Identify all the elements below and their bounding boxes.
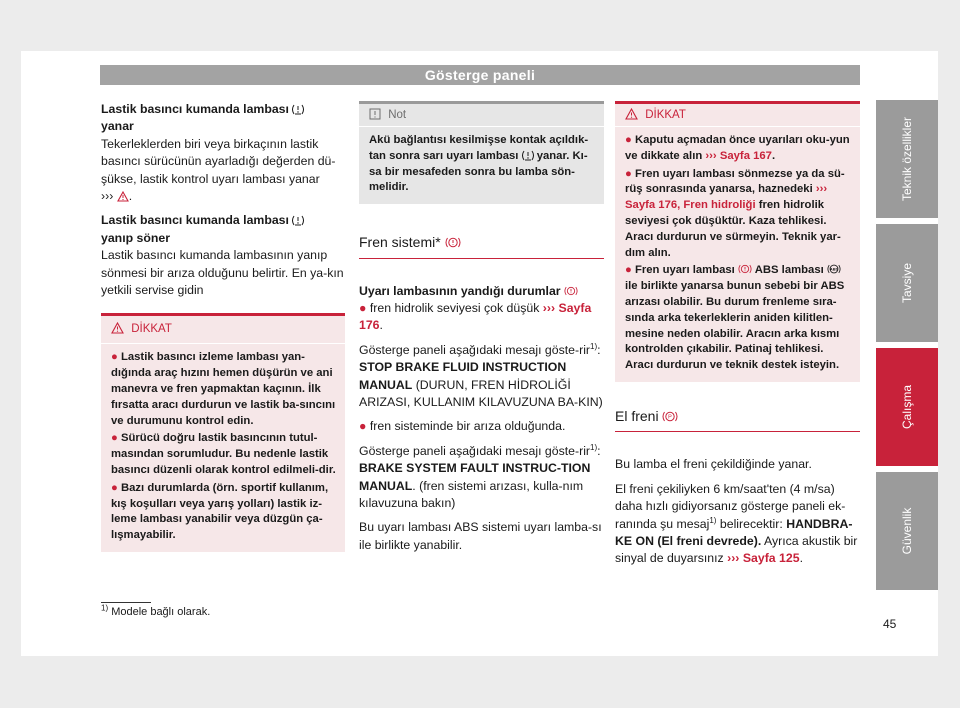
warning-triangle-icon [117, 191, 129, 202]
punct: . [379, 318, 383, 333]
brake-warning-icon [564, 285, 578, 297]
punct: : [597, 342, 601, 357]
page-link[interactable]: Sayfa 125 [742, 551, 800, 566]
section-title-text: El freni [615, 407, 659, 424]
paragraph-text: El freni çekiliyken 6 km/saat'ten (4 m/sa) daha hızlı gidiyorsanız gösterge paneli ek-ranında şu mesaj [615, 481, 846, 531]
paragraph [359, 342, 604, 412]
warning-header [615, 104, 860, 127]
warning-item: ● Lastik basıncı izleme lambası yan-dığında araç hızını hemen düşürün ve ani manevra ve fren yapmaktan kaçının. İlk fırsatta aracı durdurun ve lastik ba-sıncını ve durumunu kontrol edin. [111, 351, 336, 427]
warning-title: DİKKAT [131, 323, 172, 336]
bullet-item: ● fren sisteminde bir arıza olduğunda. [359, 419, 566, 434]
paragraph [359, 443, 604, 513]
ref-arrow: ››› [727, 551, 740, 566]
warning-item: ● Kaputu açmadan önce uyarıları oku-yun ve dikkate alın ››› Sayfa 167. [625, 134, 850, 162]
sub-heading [359, 283, 604, 300]
paragraph: Bu lamba el freni çekildiğinde yanar. [615, 457, 812, 472]
footnote [101, 603, 211, 618]
column-1 [101, 101, 345, 552]
page-link[interactable]: Sayfa 176, Fren hidroliği [625, 199, 756, 212]
message-text: STOP BRAKE FLUID INSTRUCTION MANUAL [359, 360, 567, 392]
warning-item: ● Fren uyarı lambası sönmezse ya da sü-rüş sonrasında yanarsa, haznedeki ››› Sayfa 176, Fren hidroliği fren hidrolik seviyesi çok düşüktür. Kaza tehlikesi. Aracı durdurun ve sürmeyin. Teknik yar-dım alın. [625, 167, 845, 259]
warning-item-text: ile birlikte yanarsa bunun sebebi bir ABS arızası olabilir. Bu durum frenleme sıra-sında arka tekerleklerin aniden kilitlen-mesine neden olabilir. Aracın arka kısmı kontrolden çıkabilir. Patinaj tehlikesi. Aracı durdurun ve teknik destek isteyin. [625, 280, 845, 372]
brake-warning-icon [445, 236, 461, 249]
paragraph-text: . (fren sistemi arızası, kulla-nım kılavuzuna bakın) [359, 478, 584, 511]
side-tab-label: Tavsiye [900, 262, 914, 304]
footnote-ref: 1) [709, 515, 717, 525]
warning-item-text: Kaputu açmadan önce uyarıları oku-yun ve dikkate alın [625, 134, 850, 162]
parking-brake-icon [662, 410, 678, 423]
svg-text:ABS: ABS [829, 266, 839, 272]
page-link[interactable]: Sayfa 176 [359, 301, 592, 333]
side-tab-advice[interactable] [876, 224, 938, 342]
tire-pressure-icon [522, 149, 534, 161]
side-tab-label: Teknik özellikler [900, 116, 914, 202]
svg-text:P: P [668, 414, 673, 421]
footnote-divider [101, 602, 151, 603]
heading-text: Lastik basıncı kumanda lambası [101, 213, 289, 228]
note-icon [369, 108, 381, 120]
warning-item-text: ABS lambası [754, 264, 824, 277]
column-2 [359, 101, 604, 561]
heading-text: Lastik basıncı kumanda lambası [101, 102, 289, 116]
warning-item: ● Fren uyarı lambası ABS lambası ABS ile birlikte yanarsa bunun sebebi bir ABS arızası olabilir. Bu durum frenleme sıra-sında arka tekerleklerin aniden kilitlen-mesine neden olabilir. Aracın arka kısmı kontrolden çıkabilir. Patinaj tehlikesi. Aracı durdurun ve teknik destek isteyin. [625, 264, 845, 372]
punct: . [799, 551, 803, 566]
warning-triangle-icon [111, 322, 124, 334]
warning-triangle-icon [625, 108, 638, 120]
footnote-ref: 1) [590, 341, 598, 351]
note-box [359, 101, 604, 204]
ref-arrow: ››› [542, 301, 556, 315]
section-title-text: Fren sistemi* [359, 234, 441, 251]
side-tab-operation[interactable] [876, 348, 938, 466]
bullet-text: fren hidrolik seviyesi çok düşük [369, 301, 540, 315]
warning-item-text: Fren uyarı lambası sönmezse ya da sü-rüş sonrasında yanarsa, haznedeki [625, 167, 845, 196]
paragraph [615, 481, 860, 568]
paragraph-text: Gösterge paneli aşağıdaki mesajı göste-rir [359, 443, 591, 458]
warning-item-text: Bazı durumlarda (örn. sportif kullanım, kış koşulları veya yarış yolları) lastik iz-leme lambası yanabilir veya düzgün ça-lışmayabilir. [111, 481, 329, 542]
page-number: 45 [883, 617, 897, 631]
punct: . [771, 149, 776, 162]
footnote-marker: 1) [101, 603, 109, 613]
page-header: Gösterge paneli [100, 65, 860, 85]
column-3 [615, 101, 860, 575]
warning-header [101, 316, 345, 344]
punct: : [597, 443, 601, 458]
heading-tire-blink [101, 212, 345, 247]
message-text: BRAKE SYSTEM FAULT INSTRUC-TION MANUAL [359, 461, 591, 493]
brake-warning-icon [738, 263, 752, 275]
paragraph: Bu uyarı lambası ABS sistemi uyarı lamba-sı ile birlikte yanabilir. [359, 520, 602, 552]
warning-item-text: Lastik basıncı izleme lambası yan-dığında araç hızını hemen düşürün ve ani manevra ve fren yapmaktan kaçının. İlk fırsatta aracı durdurun ve lastik ba-sıncını ve durumunu kontrol edin. [111, 351, 336, 427]
tire-pressure-icon [292, 214, 304, 226]
paragraph-text: Tekerleklerden biri veya birkaçının lastik basıncı sürücünün ayarladığı değerden dü-şükse, lastik kontrol uyarı lambası yanar [101, 136, 336, 186]
side-tab-technical[interactable] [876, 100, 938, 218]
heading-text-2: yanar [101, 119, 134, 134]
paragraph-text: Ayrıca akustik bir sinyal de duyarsınız [615, 533, 858, 566]
note-text: Akü bağlantısı kesilmişse kontak açıldık-tan sonra sarı uyarı lambası [369, 134, 589, 162]
warning-box [101, 313, 345, 552]
bullet-text: fren sisteminde bir arıza olduğunda. [369, 419, 566, 434]
ref-arrow: ››› [815, 183, 828, 196]
side-tab-label: Güvenlik [900, 507, 914, 555]
section-title-brake [359, 234, 604, 258]
warning-item: ● Bazı durumlarda (örn. sportif kullanım, kış koşulları veya yarış yolları) lastik iz-leme lambası yanabilir veya düzgün ça-lışmayabilir. [111, 481, 329, 542]
section-title-parking-brake [615, 408, 860, 432]
sub-heading-text: Uyarı lambasının yandığı durumlar [359, 283, 561, 298]
warning-title: DİKKAT [645, 109, 686, 121]
footnote-ref: 1) [590, 442, 598, 452]
ref-arrow: ››› [705, 149, 717, 162]
bullet-item: ● fren hidrolik seviyesi çok düşük ››› Sayfa 176. [359, 301, 592, 333]
note-header [359, 104, 604, 127]
heading-text-2: yanıp söner [101, 230, 171, 245]
tire-pressure-icon [292, 103, 304, 115]
ref-arrow: ››› [101, 189, 114, 204]
page-link[interactable]: Sayfa 167 [719, 149, 772, 162]
warning-box [615, 101, 860, 382]
warning-item-text: Fren uyarı lambası [634, 264, 735, 277]
paragraph: Tekerleklerden biri veya birkaçının lastik basıncı sürücünün ayarladığı değerden dü-şükse, lastik kontrol uyarı lambası yanar ››› . [101, 136, 336, 204]
message-text: HANDBRA-KE ON (El freni devrede). [615, 516, 853, 548]
side-tab-safety[interactable] [876, 472, 938, 590]
heading-tire-on [101, 101, 345, 136]
warning-item-text: Sürücü doğru lastik basıncının tutul-masından sorumludur. Bu nedenle lastik basıncı düzenli olarak kontrol edilmeli-dir. [111, 432, 336, 477]
side-tab-label: Çalışma [900, 384, 914, 430]
paragraph-text: (DURUN, FREN HİDROLİĞİ ARIZASI, KULLANIM KILAVUZUNA BA-KIN) [359, 377, 603, 410]
footnote-text: Modele bağlı olarak. [111, 606, 211, 618]
note-text: yanar. Kı-sa bir mesafeden sonra bu lamba sön-melidir. [369, 149, 588, 194]
warning-item-text: fren hidrolik seviyesi çok düşüktür. Kaza tehlikesi. Aracı durdurun ve sürmeyin. Teknik yar-dım alın. [625, 199, 841, 259]
paragraph: Lastik basıncı kumanda lambasının yanıp sönmesi bir arıza olduğunu belirtir. En ya-kın yetkili servise gidin [101, 248, 344, 298]
abs-icon [827, 263, 841, 275]
paragraph-text: belirecektir: [719, 516, 783, 531]
note-title: Not [388, 109, 407, 121]
warning-item: ● Sürücü doğru lastik basıncının tutul-masından sorumludur. Bu nedenle lastik basıncı düzenli olarak kontrol edilmeli-dir. [111, 432, 336, 477]
paragraph-text: Gösterge paneli aşağıdaki mesajı göste-rir [359, 342, 591, 357]
